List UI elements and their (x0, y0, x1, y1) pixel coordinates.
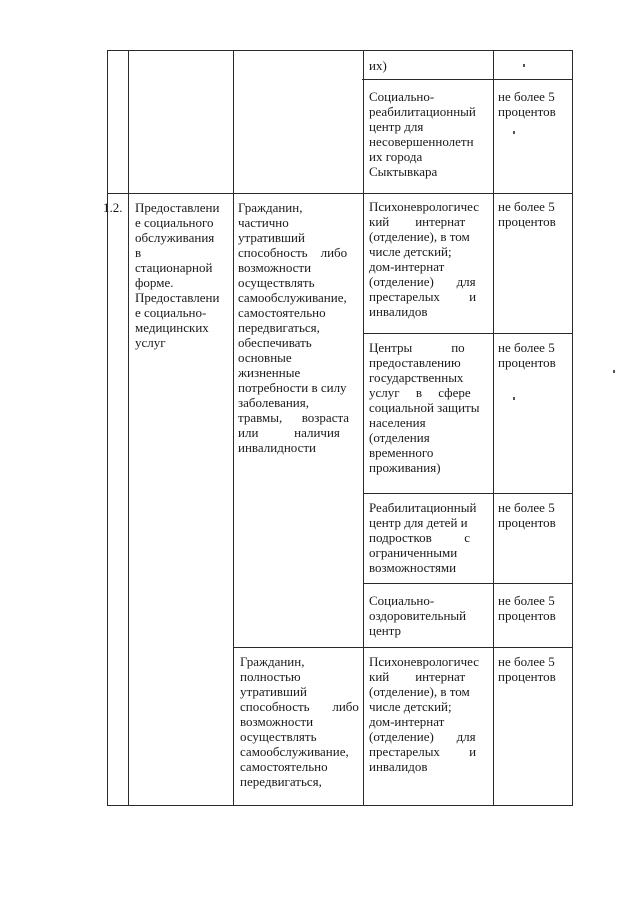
limit-cell: не более 5 процентов (498, 654, 556, 684)
limit-cell: не более 5 процентов (498, 500, 556, 530)
limit-cell: не более 5 процентов (498, 340, 556, 370)
facility-cell: Социально- реабилитационный центр для несовершеннолетн их города Сыктывкара (369, 89, 476, 179)
table-rule (572, 50, 573, 806)
table-rule (107, 805, 572, 806)
limit-cell: не более 5 процентов (498, 89, 556, 119)
table-rule (362, 79, 572, 80)
service-description: Предоставлени е социального обслуживания в стационарной форме. Предоставлени е социально- медицинских услуг (135, 200, 220, 350)
table-rule (107, 50, 572, 51)
table-rule (233, 50, 234, 806)
limit-cell: не более 5 процентов (498, 199, 556, 229)
facility-cell: Центры по предоставлению государственных услуг в сфере социальной защиты населения (отделения временного проживания) (369, 340, 480, 475)
facility-cell: Психоневрологичес кий интернат (отделение), в том числе детский; дом-интернат (отделение) для престарелых и инвалидов (369, 199, 479, 319)
facility-cell: Реабилитационный центр для детей и подростков с ограниченными возможностями (369, 500, 477, 575)
table-rule (107, 50, 108, 806)
table-rule (234, 647, 572, 648)
table-rule (364, 333, 572, 334)
scan-speck (513, 397, 515, 400)
table-rule (363, 50, 364, 806)
table-rule (107, 193, 572, 194)
table-rule (493, 50, 494, 806)
table-rule (128, 50, 129, 806)
recipient-category-full: Гражданин, полностью утративший способность либо возможности осуществлять самообслуживание, самостоятельно передвигаться, (240, 654, 359, 789)
facility-cell-tail: их) (369, 58, 387, 73)
limit-cell: не более 5 процентов (498, 593, 556, 623)
table-rule (364, 493, 572, 494)
facility-cell: Психоневрологичес кий интернат (отделение), в том числе детский; дом-интернат (отделение) для престарелых и инвалидов (369, 654, 479, 774)
scan-speck (513, 131, 515, 134)
section-number: 1.2. (103, 200, 123, 215)
recipient-category-partial: Гражданин, частично утративший способность либо возможности осуществлять самообслуживание, самостоятельно передвигаться, обеспечивать основные жизненные потребности в силу заболевания, травмы, возраста или наличия инвалидности (238, 200, 350, 455)
table-rule (364, 583, 572, 584)
facility-cell: Социально- оздоровительный центр (369, 593, 467, 638)
scan-speck (613, 370, 615, 373)
scan-speck (523, 64, 525, 67)
